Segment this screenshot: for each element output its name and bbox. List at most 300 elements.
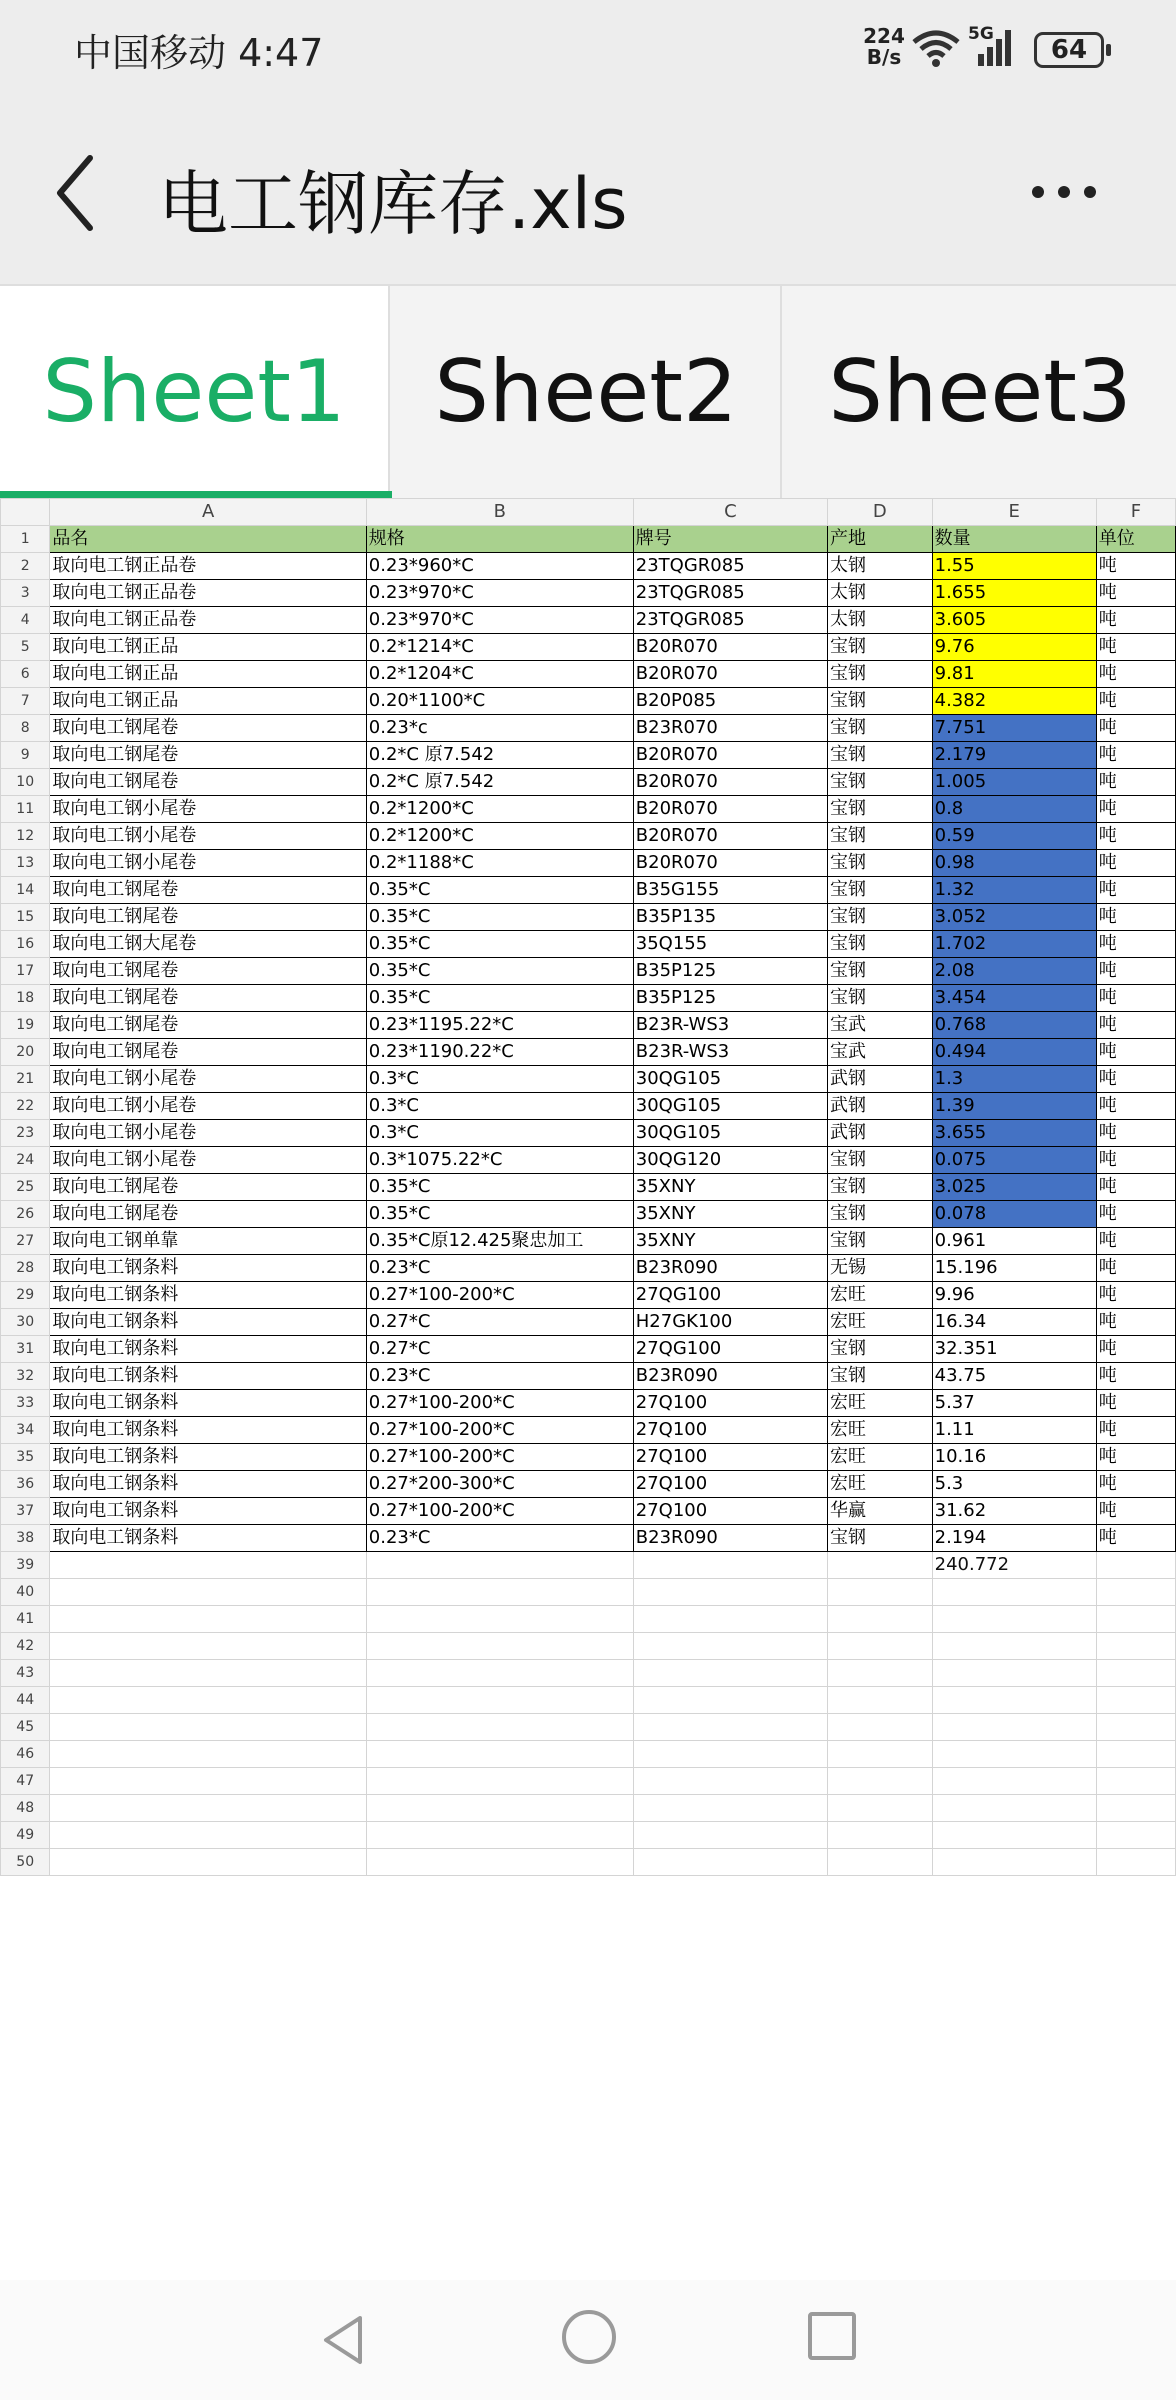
data-cell[interactable]: 1.11 xyxy=(932,1417,1096,1444)
data-cell[interactable]: 宏旺 xyxy=(828,1309,933,1336)
data-cell[interactable]: 宝钢 xyxy=(828,1228,933,1255)
data-cell[interactable]: 宝钢 xyxy=(828,823,933,850)
row-number[interactable]: 28 xyxy=(1,1255,50,1282)
data-cell[interactable]: 武钢 xyxy=(828,1066,933,1093)
data-cell[interactable]: 太钢 xyxy=(828,580,933,607)
data-cell[interactable]: 宝钢 xyxy=(828,877,933,904)
data-cell[interactable]: 0.3*C xyxy=(366,1093,633,1120)
data-cell[interactable]: 吨 xyxy=(1096,1228,1175,1255)
data-cell[interactable]: 取向电工钢小尾卷 xyxy=(50,1093,366,1120)
row-number[interactable]: 41 xyxy=(1,1606,50,1633)
data-cell[interactable]: 取向电工钢条料 xyxy=(50,1390,366,1417)
data-cell[interactable]: 吨 xyxy=(1096,1363,1175,1390)
data-cell[interactable]: 取向电工钢尾卷 xyxy=(50,904,366,931)
data-cell[interactable]: 吨 xyxy=(1096,1282,1175,1309)
data-cell[interactable]: 宝钢 xyxy=(828,1147,933,1174)
row-number[interactable]: 32 xyxy=(1,1363,50,1390)
data-cell[interactable]: 0.23*c xyxy=(366,715,633,742)
data-cell[interactable]: 5.3 xyxy=(932,1471,1096,1498)
data-cell[interactable]: 0.23*C xyxy=(366,1363,633,1390)
total-cell[interactable]: 240.772 xyxy=(932,1552,1096,1579)
data-cell[interactable]: 1.3 xyxy=(932,1066,1096,1093)
data-cell[interactable]: 取向电工钢小尾卷 xyxy=(50,1147,366,1174)
data-cell[interactable]: 吨 xyxy=(1096,580,1175,607)
data-cell[interactable]: 无锡 xyxy=(828,1255,933,1282)
data-cell[interactable]: 吨 xyxy=(1096,1039,1175,1066)
header-cell[interactable]: 产地 xyxy=(828,526,933,553)
data-cell[interactable]: 吨 xyxy=(1096,1174,1175,1201)
row-number[interactable]: 22 xyxy=(1,1093,50,1120)
row-number[interactable]: 13 xyxy=(1,850,50,877)
data-cell[interactable]: 32.351 xyxy=(932,1336,1096,1363)
data-cell[interactable]: 宝钢 xyxy=(828,1363,933,1390)
empty-cell[interactable] xyxy=(932,1849,1096,1876)
data-cell[interactable]: 取向电工钢尾卷 xyxy=(50,1039,366,1066)
empty-cell[interactable] xyxy=(366,1633,633,1660)
empty-cell[interactable] xyxy=(1096,1822,1175,1849)
data-cell[interactable]: B20R070 xyxy=(633,796,827,823)
data-cell[interactable]: 取向电工钢正品卷 xyxy=(50,580,366,607)
data-cell[interactable]: 0.3*C xyxy=(366,1066,633,1093)
data-cell[interactable]: 1.55 xyxy=(932,553,1096,580)
empty-cell[interactable] xyxy=(366,1849,633,1876)
data-cell[interactable]: 0.27*200-300*C xyxy=(366,1471,633,1498)
empty-cell[interactable] xyxy=(1096,1795,1175,1822)
empty-cell[interactable] xyxy=(633,1687,827,1714)
data-cell[interactable]: 0.2*C 原7.542 xyxy=(366,742,633,769)
empty-cell[interactable] xyxy=(1096,1714,1175,1741)
empty-cell[interactable] xyxy=(828,1849,933,1876)
data-cell[interactable]: 吨 xyxy=(1096,1120,1175,1147)
empty-cell[interactable] xyxy=(1096,1606,1175,1633)
data-cell[interactable]: 0.494 xyxy=(932,1039,1096,1066)
empty-cell[interactable] xyxy=(366,1741,633,1768)
home-circle-icon[interactable] xyxy=(562,2310,616,2364)
empty-cell[interactable] xyxy=(828,1579,933,1606)
data-cell[interactable]: 30QG120 xyxy=(633,1147,827,1174)
data-cell[interactable]: 0.2*1200*C xyxy=(366,796,633,823)
data-cell[interactable]: 1.655 xyxy=(932,580,1096,607)
data-cell[interactable]: 吨 xyxy=(1096,553,1175,580)
corner-cell[interactable] xyxy=(1,499,50,526)
empty-cell[interactable] xyxy=(1096,1849,1175,1876)
data-cell[interactable]: 宏旺 xyxy=(828,1390,933,1417)
data-cell[interactable]: 吨 xyxy=(1096,1498,1175,1525)
empty-cell[interactable] xyxy=(50,1633,366,1660)
empty-cell[interactable] xyxy=(50,1768,366,1795)
data-cell[interactable]: 43.75 xyxy=(932,1363,1096,1390)
spreadsheet-area[interactable] xyxy=(0,498,1176,1898)
empty-cell[interactable] xyxy=(50,1822,366,1849)
row-number[interactable]: 42 xyxy=(1,1633,50,1660)
data-cell[interactable]: 4.382 xyxy=(932,688,1096,715)
empty-cell[interactable] xyxy=(366,1579,633,1606)
data-cell[interactable]: 取向电工钢尾卷 xyxy=(50,769,366,796)
data-cell[interactable]: 35Q155 xyxy=(633,931,827,958)
data-cell[interactable]: 宏旺 xyxy=(828,1444,933,1471)
data-cell[interactable]: 宝钢 xyxy=(828,688,933,715)
data-cell[interactable]: 吨 xyxy=(1096,904,1175,931)
data-cell[interactable]: 吨 xyxy=(1096,1390,1175,1417)
data-cell[interactable]: 7.751 xyxy=(932,715,1096,742)
row-number[interactable]: 34 xyxy=(1,1417,50,1444)
data-cell[interactable]: 宝钢 xyxy=(828,1336,933,1363)
data-cell[interactable]: 吨 xyxy=(1096,796,1175,823)
data-cell[interactable]: B23R070 xyxy=(633,715,827,742)
data-cell[interactable]: 0.27*100-200*C xyxy=(366,1444,633,1471)
data-cell[interactable]: 取向电工钢条料 xyxy=(50,1255,366,1282)
data-cell[interactable]: 0.23*960*C xyxy=(366,553,633,580)
spreadsheet-grid[interactable] xyxy=(0,498,1176,1876)
data-cell[interactable]: 吨 xyxy=(1096,877,1175,904)
tab-sheet1[interactable]: Sheet1 xyxy=(0,286,390,498)
data-cell[interactable]: 0.23*970*C xyxy=(366,580,633,607)
empty-cell[interactable] xyxy=(932,1741,1096,1768)
data-cell[interactable]: B35P135 xyxy=(633,904,827,931)
data-cell[interactable]: 取向电工钢条料 xyxy=(50,1525,366,1552)
row-number[interactable]: 11 xyxy=(1,796,50,823)
empty-cell[interactable] xyxy=(828,1633,933,1660)
data-cell[interactable]: 吨 xyxy=(1096,607,1175,634)
data-cell[interactable]: 宝钢 xyxy=(828,958,933,985)
row-number[interactable]: 25 xyxy=(1,1174,50,1201)
empty-cell[interactable] xyxy=(366,1795,633,1822)
data-cell[interactable]: 0.23*1190.22*C xyxy=(366,1039,633,1066)
empty-cell[interactable] xyxy=(366,1606,633,1633)
data-cell[interactable]: 吨 xyxy=(1096,850,1175,877)
data-cell[interactable]: 太钢 xyxy=(828,607,933,634)
row-number[interactable]: 44 xyxy=(1,1687,50,1714)
data-cell[interactable]: 0.35*C xyxy=(366,904,633,931)
data-cell[interactable]: 取向电工钢尾卷 xyxy=(50,1201,366,1228)
row-number[interactable]: 45 xyxy=(1,1714,50,1741)
data-cell[interactable]: 取向电工钢尾卷 xyxy=(50,958,366,985)
data-cell[interactable]: 取向电工钢正品 xyxy=(50,634,366,661)
data-cell[interactable]: 0.20*1100*C xyxy=(366,688,633,715)
empty-cell[interactable] xyxy=(932,1822,1096,1849)
data-cell[interactable]: 1.005 xyxy=(932,769,1096,796)
row-number[interactable]: 15 xyxy=(1,904,50,931)
row-number[interactable]: 17 xyxy=(1,958,50,985)
data-cell[interactable]: 2.179 xyxy=(932,742,1096,769)
empty-cell[interactable] xyxy=(50,1552,366,1579)
empty-cell[interactable] xyxy=(1096,1741,1175,1768)
data-cell[interactable]: 0.35*C xyxy=(366,958,633,985)
data-cell[interactable]: 吨 xyxy=(1096,715,1175,742)
empty-cell[interactable] xyxy=(828,1795,933,1822)
row-number[interactable]: 21 xyxy=(1,1066,50,1093)
empty-cell[interactable] xyxy=(932,1687,1096,1714)
empty-cell[interactable] xyxy=(932,1633,1096,1660)
data-cell[interactable]: 9.76 xyxy=(932,634,1096,661)
header-cell[interactable]: 品名 xyxy=(50,526,366,553)
data-cell[interactable]: 宏旺 xyxy=(828,1282,933,1309)
empty-cell[interactable] xyxy=(366,1552,633,1579)
row-number[interactable]: 37 xyxy=(1,1498,50,1525)
data-cell[interactable]: 宝武 xyxy=(828,1012,933,1039)
data-cell[interactable]: 取向电工钢小尾卷 xyxy=(50,850,366,877)
data-cell[interactable]: 9.81 xyxy=(932,661,1096,688)
data-cell[interactable]: 宝钢 xyxy=(828,931,933,958)
empty-cell[interactable] xyxy=(50,1741,366,1768)
data-cell[interactable]: 2.194 xyxy=(932,1525,1096,1552)
empty-cell[interactable] xyxy=(633,1606,827,1633)
data-cell[interactable]: 取向电工钢正品 xyxy=(50,661,366,688)
data-cell[interactable]: 0.8 xyxy=(932,796,1096,823)
data-cell[interactable]: 0.23*970*C xyxy=(366,607,633,634)
data-cell[interactable]: 10.16 xyxy=(932,1444,1096,1471)
header-cell[interactable]: 规格 xyxy=(366,526,633,553)
data-cell[interactable]: 0.2*1214*C xyxy=(366,634,633,661)
data-cell[interactable]: 35XNY xyxy=(633,1174,827,1201)
data-cell[interactable]: 吨 xyxy=(1096,1471,1175,1498)
data-cell[interactable]: 吨 xyxy=(1096,985,1175,1012)
data-cell[interactable]: 1.702 xyxy=(932,931,1096,958)
data-cell[interactable]: 太钢 xyxy=(828,553,933,580)
data-cell[interactable]: 吨 xyxy=(1096,1012,1175,1039)
data-cell[interactable]: 吨 xyxy=(1096,1444,1175,1471)
row-number[interactable]: 10 xyxy=(1,769,50,796)
row-number[interactable]: 27 xyxy=(1,1228,50,1255)
data-cell[interactable]: 0.2*1204*C xyxy=(366,661,633,688)
data-cell[interactable]: 吨 xyxy=(1096,1255,1175,1282)
data-cell[interactable]: 0.98 xyxy=(932,850,1096,877)
column-header[interactable]: B xyxy=(366,499,633,526)
row-number[interactable]: 7 xyxy=(1,688,50,715)
data-cell[interactable]: 吨 xyxy=(1096,1093,1175,1120)
row-number[interactable]: 4 xyxy=(1,607,50,634)
data-cell[interactable]: B20R070 xyxy=(633,850,827,877)
data-cell[interactable]: 27QG100 xyxy=(633,1336,827,1363)
data-cell[interactable]: 取向电工钢小尾卷 xyxy=(50,796,366,823)
row-number[interactable]: 1 xyxy=(1,526,50,553)
data-cell[interactable]: 吨 xyxy=(1096,1336,1175,1363)
data-cell[interactable]: 取向电工钢正品卷 xyxy=(50,607,366,634)
row-number[interactable]: 49 xyxy=(1,1822,50,1849)
data-cell[interactable]: 27Q100 xyxy=(633,1498,827,1525)
data-cell[interactable]: 3.655 xyxy=(932,1120,1096,1147)
data-cell[interactable]: 取向电工钢尾卷 xyxy=(50,742,366,769)
data-cell[interactable]: 取向电工钢大尾卷 xyxy=(50,931,366,958)
back-triangle-icon[interactable] xyxy=(314,2310,374,2370)
data-cell[interactable]: 宝钢 xyxy=(828,1525,933,1552)
data-cell[interactable]: 取向电工钢正品 xyxy=(50,688,366,715)
data-cell[interactable]: 取向电工钢单靠 xyxy=(50,1228,366,1255)
data-cell[interactable]: 吨 xyxy=(1096,742,1175,769)
data-cell[interactable]: 取向电工钢尾卷 xyxy=(50,1012,366,1039)
empty-cell[interactable] xyxy=(828,1822,933,1849)
data-cell[interactable]: 宝钢 xyxy=(828,634,933,661)
empty-cell[interactable] xyxy=(50,1606,366,1633)
row-number[interactable]: 31 xyxy=(1,1336,50,1363)
empty-cell[interactable] xyxy=(1096,1687,1175,1714)
data-cell[interactable]: 武钢 xyxy=(828,1093,933,1120)
row-number[interactable]: 26 xyxy=(1,1201,50,1228)
empty-cell[interactable] xyxy=(828,1606,933,1633)
data-cell[interactable]: 23TQGR085 xyxy=(633,607,827,634)
empty-cell[interactable] xyxy=(633,1849,827,1876)
data-cell[interactable]: 宝钢 xyxy=(828,985,933,1012)
data-cell[interactable]: 取向电工钢小尾卷 xyxy=(50,1066,366,1093)
row-number[interactable]: 40 xyxy=(1,1579,50,1606)
empty-cell[interactable] xyxy=(633,1633,827,1660)
data-cell[interactable]: 宝钢 xyxy=(828,742,933,769)
data-cell[interactable]: 0.075 xyxy=(932,1147,1096,1174)
data-cell[interactable]: 取向电工钢条料 xyxy=(50,1282,366,1309)
empty-cell[interactable] xyxy=(1096,1633,1175,1660)
data-cell[interactable]: 吨 xyxy=(1096,931,1175,958)
data-cell[interactable]: 0.2*1188*C xyxy=(366,850,633,877)
empty-cell[interactable] xyxy=(366,1768,633,1795)
header-cell[interactable]: 牌号 xyxy=(633,526,827,553)
empty-cell[interactable] xyxy=(1096,1579,1175,1606)
data-cell[interactable]: 吨 xyxy=(1096,634,1175,661)
data-cell[interactable]: 取向电工钢正品卷 xyxy=(50,553,366,580)
data-cell[interactable]: 3.605 xyxy=(932,607,1096,634)
column-header[interactable]: D xyxy=(828,499,933,526)
empty-cell[interactable] xyxy=(828,1552,933,1579)
data-cell[interactable]: 宝钢 xyxy=(828,1201,933,1228)
row-number[interactable]: 48 xyxy=(1,1795,50,1822)
data-cell[interactable]: 1.39 xyxy=(932,1093,1096,1120)
data-cell[interactable]: 吨 xyxy=(1096,1201,1175,1228)
data-cell[interactable]: 取向电工钢条料 xyxy=(50,1363,366,1390)
empty-cell[interactable] xyxy=(366,1687,633,1714)
data-cell[interactable]: 35XNY xyxy=(633,1228,827,1255)
empty-cell[interactable] xyxy=(366,1714,633,1741)
data-cell[interactable]: 0.23*1195.22*C xyxy=(366,1012,633,1039)
empty-cell[interactable] xyxy=(828,1687,933,1714)
data-cell[interactable]: 16.34 xyxy=(932,1309,1096,1336)
data-cell[interactable]: 取向电工钢尾卷 xyxy=(50,715,366,742)
data-cell[interactable]: 取向电工钢尾卷 xyxy=(50,877,366,904)
tab-sheet3[interactable]: Sheet3 xyxy=(828,342,1132,442)
data-cell[interactable]: 27Q100 xyxy=(633,1390,827,1417)
column-header[interactable]: A xyxy=(50,499,366,526)
data-cell[interactable]: 27Q100 xyxy=(633,1444,827,1471)
row-number[interactable]: 3 xyxy=(1,580,50,607)
empty-cell[interactable] xyxy=(932,1768,1096,1795)
data-cell[interactable]: 吨 xyxy=(1096,688,1175,715)
data-cell[interactable]: 吨 xyxy=(1096,661,1175,688)
data-cell[interactable]: 取向电工钢小尾卷 xyxy=(50,1120,366,1147)
empty-cell[interactable] xyxy=(828,1768,933,1795)
empty-cell[interactable] xyxy=(633,1552,827,1579)
data-cell[interactable]: 0.35*C原12.425聚忠加工 xyxy=(366,1228,633,1255)
row-number[interactable]: 46 xyxy=(1,1741,50,1768)
data-cell[interactable]: 0.27*100-200*C xyxy=(366,1282,633,1309)
row-number[interactable]: 16 xyxy=(1,931,50,958)
empty-cell[interactable] xyxy=(932,1606,1096,1633)
data-cell[interactable]: 0.27*100-200*C xyxy=(366,1417,633,1444)
empty-cell[interactable] xyxy=(366,1660,633,1687)
data-cell[interactable]: B35P125 xyxy=(633,958,827,985)
data-cell[interactable]: 取向电工钢条料 xyxy=(50,1309,366,1336)
row-number[interactable]: 36 xyxy=(1,1471,50,1498)
row-number[interactable]: 9 xyxy=(1,742,50,769)
row-number[interactable]: 14 xyxy=(1,877,50,904)
empty-cell[interactable] xyxy=(633,1822,827,1849)
column-header[interactable]: C xyxy=(633,499,827,526)
row-number[interactable]: 30 xyxy=(1,1309,50,1336)
data-cell[interactable]: 0.2*C 原7.542 xyxy=(366,769,633,796)
row-number[interactable]: 18 xyxy=(1,985,50,1012)
data-cell[interactable]: 吨 xyxy=(1096,1525,1175,1552)
data-cell[interactable]: 取向电工钢条料 xyxy=(50,1417,366,1444)
data-cell[interactable]: 0.27*100-200*C xyxy=(366,1498,633,1525)
data-cell[interactable]: 1.32 xyxy=(932,877,1096,904)
data-cell[interactable]: 15.196 xyxy=(932,1255,1096,1282)
data-cell[interactable]: 31.62 xyxy=(932,1498,1096,1525)
data-cell[interactable]: 3.025 xyxy=(932,1174,1096,1201)
empty-cell[interactable] xyxy=(50,1714,366,1741)
empty-cell[interactable] xyxy=(633,1795,827,1822)
row-number[interactable]: 50 xyxy=(1,1849,50,1876)
data-cell[interactable]: 宝钢 xyxy=(828,1174,933,1201)
column-header[interactable]: E xyxy=(932,499,1096,526)
data-cell[interactable]: 27QG100 xyxy=(633,1282,827,1309)
row-number[interactable]: 39 xyxy=(1,1552,50,1579)
row-number[interactable]: 38 xyxy=(1,1525,50,1552)
empty-cell[interactable] xyxy=(633,1741,827,1768)
more-options-button[interactable] xyxy=(1024,162,1104,222)
data-cell[interactable]: 0.27*100-200*C xyxy=(366,1390,633,1417)
data-cell[interactable]: B23R090 xyxy=(633,1363,827,1390)
data-cell[interactable]: 吨 xyxy=(1096,1066,1175,1093)
data-cell[interactable]: 27Q100 xyxy=(633,1471,827,1498)
data-cell[interactable]: B23R-WS3 xyxy=(633,1012,827,1039)
data-cell[interactable]: 2.08 xyxy=(932,958,1096,985)
data-cell[interactable]: 30QG105 xyxy=(633,1066,827,1093)
data-cell[interactable]: 0.35*C xyxy=(366,985,633,1012)
tab-sheet2[interactable]: Sheet2 xyxy=(392,286,782,498)
data-cell[interactable]: 取向电工钢尾卷 xyxy=(50,1174,366,1201)
data-cell[interactable]: 5.37 xyxy=(932,1390,1096,1417)
empty-cell[interactable] xyxy=(50,1687,366,1714)
data-cell[interactable]: 宏旺 xyxy=(828,1471,933,1498)
data-cell[interactable]: 35XNY xyxy=(633,1201,827,1228)
data-cell[interactable]: B20R070 xyxy=(633,634,827,661)
row-number[interactable]: 33 xyxy=(1,1390,50,1417)
data-cell[interactable]: 0.27*C xyxy=(366,1309,633,1336)
row-number[interactable]: 43 xyxy=(1,1660,50,1687)
data-cell[interactable]: 吨 xyxy=(1096,1147,1175,1174)
data-cell[interactable]: 武钢 xyxy=(828,1120,933,1147)
data-cell[interactable]: 宝钢 xyxy=(828,850,933,877)
data-cell[interactable]: B23R090 xyxy=(633,1525,827,1552)
data-cell[interactable]: 华赢 xyxy=(828,1498,933,1525)
data-cell[interactable]: 0.27*C xyxy=(366,1336,633,1363)
data-cell[interactable]: 宝武 xyxy=(828,1039,933,1066)
row-number[interactable]: 5 xyxy=(1,634,50,661)
data-cell[interactable]: 0.23*C xyxy=(366,1255,633,1282)
data-cell[interactable]: 30QG105 xyxy=(633,1093,827,1120)
row-number[interactable]: 2 xyxy=(1,553,50,580)
data-cell[interactable]: 宝钢 xyxy=(828,715,933,742)
empty-cell[interactable] xyxy=(50,1579,366,1606)
data-cell[interactable]: 0.3*C xyxy=(366,1120,633,1147)
data-cell[interactable]: 取向电工钢条料 xyxy=(50,1498,366,1525)
row-number[interactable]: 23 xyxy=(1,1120,50,1147)
data-cell[interactable]: B20R070 xyxy=(633,769,827,796)
empty-cell[interactable] xyxy=(828,1660,933,1687)
data-cell[interactable]: 0.2*1200*C xyxy=(366,823,633,850)
empty-cell[interactable] xyxy=(633,1660,827,1687)
data-cell[interactable]: H27GK100 xyxy=(633,1309,827,1336)
header-cell[interactable]: 数量 xyxy=(932,526,1096,553)
row-number[interactable]: 29 xyxy=(1,1282,50,1309)
row-number[interactable]: 35 xyxy=(1,1444,50,1471)
